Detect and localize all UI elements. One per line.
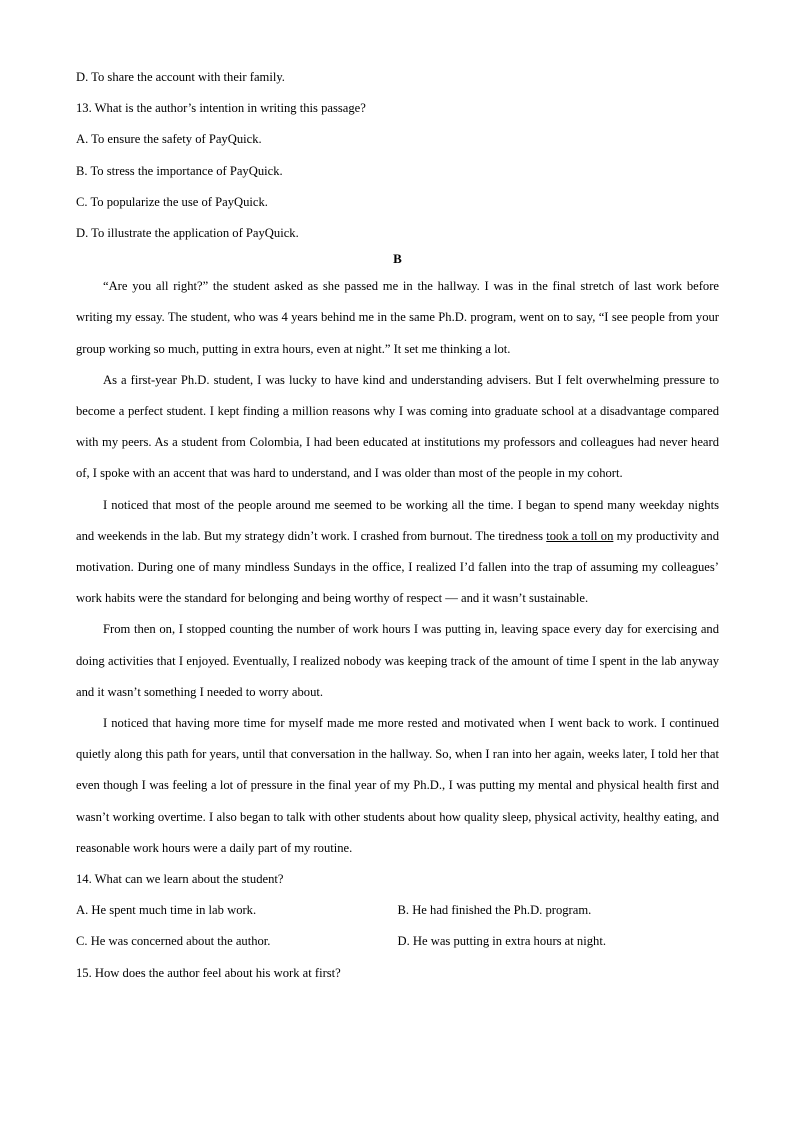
paragraph-1: “Are you all right?” the student asked as she passed me in the hallway. I was in the final stretch of last work before writing my essay. The student, who was 4 years behind me in the same Ph.D. program, went on to say, “I see people from your group working so much, putting in extra hours, even at night.” It set me thinking a lot.	[76, 279, 719, 356]
q14-option-c: C. He was concerned about the author.	[76, 934, 271, 949]
q14-options-row-2	[76, 926, 719, 957]
underlined-phrase: took a toll on	[546, 528, 614, 543]
paragraph-3-after: my productivity and motivation. During one of many mindless Sundays in the office, I realized I’d fallen into the trap of assuming my colleagues’ work habits were the standard for belonging and being worthy of respect — and it wasn’t sustainable.	[76, 528, 719, 606]
option-d-q12: D. To share the account with their family.	[76, 70, 285, 84]
document-page	[76, 62, 719, 989]
question-14: 14. What can we learn about the student?	[76, 872, 284, 887]
q13-option-c: C. To popularize the use of PayQuick.	[76, 194, 268, 209]
q14-options-row-1	[76, 895, 719, 926]
section-heading: B	[393, 251, 402, 267]
question-15: 15. How does the author feel about his work at first?	[76, 965, 341, 980]
paragraph-3	[76, 490, 719, 615]
q13-option-a: A. To ensure the safety of PayQuick.	[76, 132, 262, 147]
paragraph-5: I noticed that having more time for myself made me more rested and motivated when I went back to work. I continued quietly along this path for years, until that conversation in the hallway. So, when I ran into her again, weeks later, I told her that even though I was feeling a lot of pressure in the final year of my Ph.D., I was putting my mental and physical health first and wasn’t working overtime. I also began to talk with other students about how quality sleep, physical activity, healthy eating, and reasonable work hours were a daily part of my routine.	[76, 716, 719, 855]
q14-option-a: A. He spent much time in lab work.	[76, 903, 257, 918]
q14-option-d: D. He was putting in extra hours at night.	[397, 934, 606, 949]
question-13: 13. What is the author’s intention in writing this passage?	[76, 101, 366, 116]
q13-option-d: D. To illustrate the application of PayQuick.	[76, 226, 299, 241]
paragraph-3-before: I noticed that most of the people around me seemed to be working all the time. I began to spend many weekday nights and weekends in the lab. But my strategy didn’t work. I crashed from burnout. The tiredness	[76, 497, 719, 543]
q14-option-b: B. He had finished the Ph.D. program.	[397, 903, 592, 918]
paragraph-2: As a first-year Ph.D. student, I was lucky to have kind and understanding advisers. But I felt overwhelming pressure to become a perfect student. I kept finding a million reasons why I was coming into graduate school at a disadvantage compared with my peers. As a student from Colombia, I had been educated at institutions my professors and colleagues had never heard of, I spoke with an accent that was hard to understand, and I was older than most of the people in my cohort.	[76, 372, 719, 481]
paragraph-4: From then on, I stopped counting the number of work hours I was putting in, leaving space every day for exercising and doing activities that I enjoyed. Eventually, I realized nobody was keeping track of the amount of time I spent in the lab anyway and it wasn’t something I needed to worry about.	[76, 622, 719, 699]
q13-option-b: B. To stress the importance of PayQuick.	[76, 163, 283, 178]
